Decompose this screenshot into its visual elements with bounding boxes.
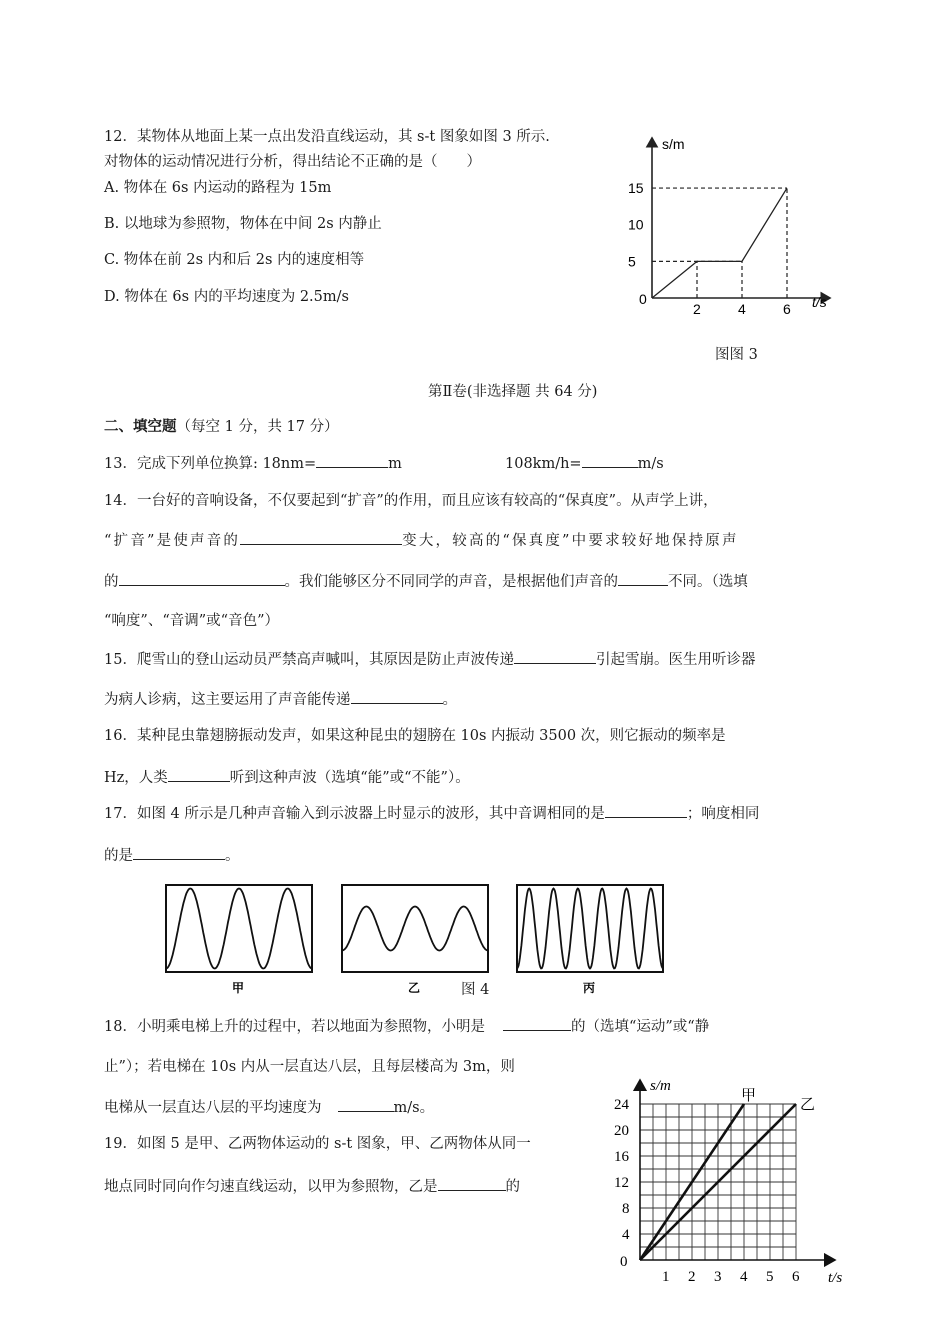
q12-stem-line1: 12．某物体从地面上某一点出发沿直线运动，其 s-t 图象如图 3 所示. bbox=[104, 129, 550, 145]
q13-line-part2 bbox=[505, 453, 664, 474]
q15-line2b: 。 bbox=[442, 692, 457, 708]
q18-line2: 止”）；若电梯在 10s 内从一层直达八层，且每层楼高为 3m，则 bbox=[104, 1059, 515, 1075]
figure3-y-tick-5: 5 bbox=[628, 253, 636, 270]
figure5-y-tick-8: 8 bbox=[622, 1201, 630, 1217]
figure5-x-tick-6: 6 bbox=[792, 1269, 800, 1285]
q13-part2: 108km/h= bbox=[505, 456, 582, 472]
figure5-y-tick-20: 20 bbox=[614, 1123, 629, 1139]
figure3-x-tick-6: 6 bbox=[783, 301, 791, 317]
wave-jia bbox=[166, 889, 312, 969]
figure3-y-label: s/m bbox=[662, 136, 685, 152]
figure5-origin: 0 bbox=[620, 1254, 628, 1270]
q12-option-a: A. 物体在 6s 内运动的路程为 15m bbox=[104, 180, 332, 196]
q15-blank-2[interactable] bbox=[351, 689, 443, 704]
q13-blank-1[interactable] bbox=[316, 453, 388, 468]
wave-box-yi bbox=[342, 885, 488, 972]
q14-blank-3[interactable] bbox=[618, 571, 668, 586]
q19-line1: 19．如图 5 是甲、乙两物体运动的 s-t 图象，甲、乙两物体从同一 bbox=[104, 1136, 531, 1152]
q14-blank-1[interactable] bbox=[240, 530, 402, 545]
q12-option-b: B. 以地球为参照物，物体在中间 2s 内静止 bbox=[104, 216, 382, 232]
wave-label-jia: 甲 bbox=[232, 981, 245, 995]
figure5-y-tick-16: 16 bbox=[614, 1149, 629, 1165]
q13-unit2: m/s bbox=[637, 456, 664, 472]
q19-line2b: 的 bbox=[505, 1179, 520, 1195]
q19-line2 bbox=[104, 1176, 520, 1197]
q14-line2b: 变大，较高的“保真度”中要求较好地保持原声 bbox=[402, 533, 739, 549]
q16-line2b: 听到这种声波（选填“能”或“不能”）。 bbox=[229, 770, 470, 786]
q12-option-c: C. 物体在前 2s 内和后 2s 内的速度相等 bbox=[104, 252, 365, 268]
wave-label-yi: 乙 bbox=[408, 981, 421, 995]
figure3-chart bbox=[622, 128, 852, 318]
section2-heading-line bbox=[104, 417, 339, 437]
q17-line1b: ；响度相同 bbox=[686, 806, 760, 822]
figure5-x-tick-4: 4 bbox=[740, 1269, 748, 1285]
q18-line1b: 的（选填“运动”或“静 bbox=[570, 1019, 710, 1035]
q15-line2 bbox=[104, 689, 457, 710]
q16-line2a: Hz，人类 bbox=[104, 770, 168, 786]
q14-line2a: “扩音”是使声音的 bbox=[104, 533, 241, 549]
wave-box-jia bbox=[166, 885, 312, 972]
q18-line3 bbox=[104, 1097, 434, 1118]
q15-line1 bbox=[104, 649, 755, 670]
figure3-series-line bbox=[652, 188, 787, 298]
figure3-x-tick-4: 4 bbox=[738, 301, 746, 317]
q18-line3a: 电梯从一层直达八层的平均速度为 bbox=[104, 1100, 322, 1116]
section2-heading: 二、填空题 bbox=[104, 418, 177, 435]
figure5-x-tick-1: 1 bbox=[662, 1269, 670, 1285]
wave-label-bing: 丙 bbox=[583, 981, 596, 995]
q18-line1 bbox=[104, 1016, 709, 1037]
figure5-x-tick-5: 5 bbox=[766, 1269, 774, 1285]
q16-blank-1[interactable] bbox=[168, 767, 230, 782]
q13-unit1: m bbox=[388, 456, 402, 472]
figure5-x-tick-2: 2 bbox=[688, 1269, 696, 1285]
q14-blank-2[interactable] bbox=[119, 571, 285, 586]
q18-line3b: m/s。 bbox=[393, 1100, 435, 1116]
section2-title: 第Ⅱ卷(非选择题 共 64 分) bbox=[428, 384, 598, 400]
figure5-label-yi: 乙 bbox=[800, 1097, 816, 1113]
q15-line1b: 引起雪崩。医生用听诊器 bbox=[595, 652, 756, 668]
q13-blank-2[interactable] bbox=[582, 453, 638, 468]
q19-blank-1[interactable] bbox=[438, 1176, 506, 1191]
q15-line1a: 15．爬雪山的登山运动员严禁高声喊叫，其原因是防止声波传递 bbox=[104, 652, 514, 668]
q12-option-d: D. 物体在 6s 内的平均速度为 2.5m/s bbox=[104, 289, 349, 305]
q13-line bbox=[104, 453, 402, 474]
figure3-x-label: t/s bbox=[812, 294, 827, 310]
q19-line2a: 地点同时同向作匀速直线运动，以甲为参照物，乙是 bbox=[104, 1179, 438, 1195]
q17-line2a: 的是 bbox=[104, 848, 133, 864]
figure5-y-tick-4: 4 bbox=[622, 1227, 630, 1243]
q17-line1a: 17．如图 4 所示是几种声音输入到示波器上时显示的波形，其中音调相同的是 bbox=[104, 806, 605, 822]
q16-line2 bbox=[104, 767, 470, 788]
q14-line2 bbox=[104, 530, 739, 551]
q14-line3 bbox=[104, 571, 748, 592]
figure3-origin: 0 bbox=[639, 291, 647, 307]
q14-line1: 14．一台好的音响设备，不仅要起到“扩音”的作用，而且应该有较高的“保真度”。从声学上讲， bbox=[104, 493, 718, 509]
q13-text: 13．完成下列单位换算: 18nm= bbox=[104, 456, 317, 472]
q14-line3c: 不同。（选填 bbox=[668, 574, 748, 590]
q18-blank-2[interactable] bbox=[338, 1097, 394, 1112]
figure5-x-tick-3: 3 bbox=[714, 1269, 722, 1285]
figure5-y-tick-24: 24 bbox=[614, 1097, 629, 1113]
figure5-y-label: s/m bbox=[650, 1078, 671, 1094]
figure4-caption: 图 4 bbox=[461, 982, 490, 998]
q14-line3a: 的 bbox=[104, 574, 119, 590]
q16-line1: 16．某种昆虫靠翅膀振动发声，如果这种昆虫的翅膀在 10s 内振动 3500 次，则它振动的频率是 bbox=[104, 728, 726, 744]
q15-line2a: 为病人诊病，这主要运用了声音能传递 bbox=[104, 692, 351, 708]
figure3-y-tick-15: 15 bbox=[628, 180, 644, 197]
figure4-waveforms bbox=[160, 880, 700, 1005]
q18-line1a: 18．小明乘电梯上升的过程中，若以地面为参照物，小明是 bbox=[104, 1019, 485, 1035]
figure3-caption: 图图 3 bbox=[715, 347, 758, 363]
q17-blank-1[interactable] bbox=[605, 803, 687, 818]
figure3-y-tick-10: 10 bbox=[628, 216, 644, 233]
figure5-label-jia: 甲 bbox=[741, 1088, 757, 1104]
q17-line2 bbox=[104, 845, 240, 866]
q14-line4: “响度”、“音调”或“音色”） bbox=[104, 613, 279, 629]
q17-line2b: 。 bbox=[225, 848, 240, 864]
figure5-x-label: t/s bbox=[828, 1270, 843, 1286]
q17-blank-2[interactable] bbox=[133, 845, 225, 860]
figure5-chart bbox=[600, 1070, 870, 1320]
figure3-x-tick-2: 2 bbox=[693, 301, 701, 317]
q14-line3b: 。我们能够区分不同同学的声音，是根据他们声音的 bbox=[284, 574, 618, 590]
q15-blank-1[interactable] bbox=[514, 649, 596, 664]
figure5-y-tick-12: 12 bbox=[614, 1175, 629, 1191]
wave-yi bbox=[342, 907, 488, 951]
wave-bing bbox=[517, 889, 663, 969]
q17-line1 bbox=[104, 803, 759, 824]
q12-stem-line2: 对物体的运动情况进行分析，得出结论不正确的是（ ） bbox=[104, 154, 481, 170]
q18-blank-1[interactable] bbox=[503, 1016, 571, 1031]
section2-heading-note: （每空 1 分，共 17 分） bbox=[176, 419, 339, 435]
